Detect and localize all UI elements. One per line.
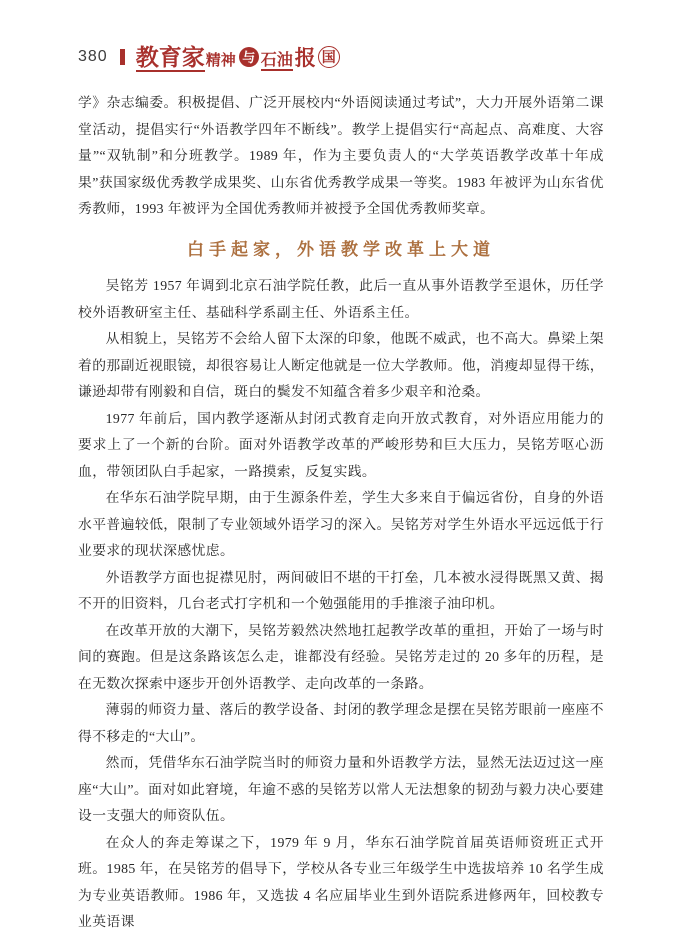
logo-text-jingshen: 精神 xyxy=(205,52,236,69)
page-number: 380 xyxy=(78,48,108,65)
paragraph: 在改革开放的大潮下，吴铭芳毅然决然地扛起教学改革的重担，开始了一场与时间的赛跑。但是这条路该怎么走，谁都没有经验。吴铭芳走过的 20 多年的历程，是在无数次探索中逐步开创外语教学、走向改革的一条路。 xyxy=(78,622,604,691)
logo-text-jiaoyujia: 教育家 xyxy=(136,45,205,72)
logo-text-bao: 报 xyxy=(294,45,316,70)
paragraph-continuation: 学》杂志编委。积极提倡、广泛开展校内“外语阅读通过考试”，大力开展外语第二课堂活动，提倡实行“外语教学四年不断线”。教学上提倡实行“高起点、高难度、大容量”“双轨制”和分班教学。1989 年，作为主要负责人的“大学英语教学改革十年成果”获国家级优秀教学成果奖、山东省优秀教学成果一等奖。1983 年被评为山东省优秀教师，1993 年被评为全国优秀教师并被授予全国优秀教师奖章。 xyxy=(78,95,604,216)
paragraph: 薄弱的师资力量、落后的教学设备、封闭的教学理念是摆在吴铭芳眼前一座座不得不移走的“大山”。 xyxy=(78,702,604,744)
paragraph: 在众人的奔走筹谋之下，1979 年 9 月，华东石油学院首届英语师资班正式开班。1985 年，在吴铭芳的倡导下，学校从各专业三年级学生中选拔培养 10 名学生成为专业英语教师。1986 年，又选拔 4 名应届毕业生到外语院系进修两年，回校教专业英语课 xyxy=(78,834,604,930)
page-header xyxy=(78,38,604,76)
paragraph: 外语教学方面也捉襟见肘，两间破旧不堪的干打垒，几本被水浸得既黑又黄、揭不开的旧资料，几台老式打字机和一个勉强能用的手推滚子油印机。 xyxy=(78,569,604,612)
logo-yu-circle-icon: 与 xyxy=(239,47,259,67)
paragraph: 1977 年前后，国内教学逐渐从封闭式教育走向开放式教育，对外语应用能力的要求上了一个新的台阶。面对外语教学改革的严峻形势和巨大压力，吴铭芳呕心沥血，带领团队白手起家，一路摸索，反复实践。 xyxy=(78,410,604,479)
paragraph: 在华东石油学院早期，由于生源条件差，学生大多来自于偏远省份，自身的外语水平普遍较低，限制了专业领域外语学习的深入。吴铭芳对学生外语水平远远低于行业要求的现状深感忧虑。 xyxy=(78,490,604,559)
paragraph: 吴铭芳 1957 年调到北京石油学院任教，此后一直从事外语教学至退休，历任学校外语教研室主任、基础科学系副主任、外语系主任。 xyxy=(78,278,604,320)
paragraph: 然而，凭借华东石油学院当时的师资力量和外语教学方法，显然无法迈过这一座座“大山”。面对如此窘境，年逾不惑的吴铭芳以常人无法想象的韧劲与毅力决心要建设一支强大的师资队伍。 xyxy=(78,755,604,824)
book-series-logo xyxy=(136,42,340,72)
logo-guo-circle-icon: 国 xyxy=(318,46,340,68)
page-body xyxy=(78,90,604,936)
section-heading: 白手起家，外语教学改革上大道 xyxy=(187,239,495,259)
logo-text-shiyou: 石油 xyxy=(261,52,293,72)
paragraph: 从相貌上，吴铭芳不会给人留下太深的印象，他既不威武，也不高大。鼻梁上架着的那副近视眼镜，却很容易让人断定他就是一位大学教师。他，消瘦却显得干练，谦逊却带有刚毅和自信，斑白的鬓发不知蕴含着多少艰辛和沧桑。 xyxy=(78,331,604,400)
header-divider-bar xyxy=(120,49,125,65)
